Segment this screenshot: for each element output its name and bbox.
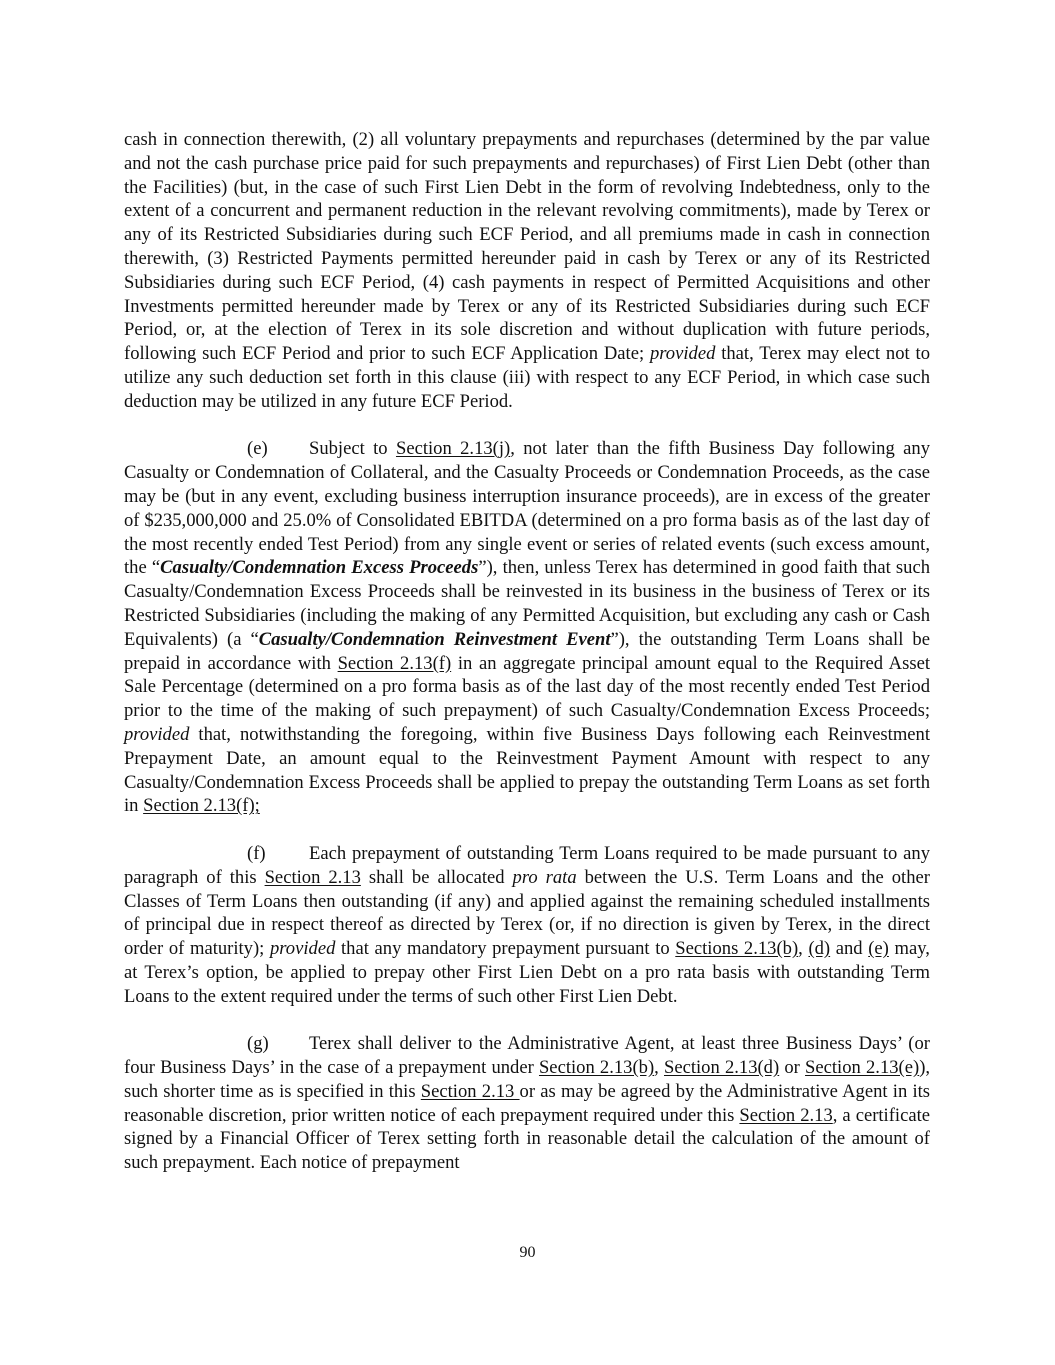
text-run: shall be allocated (360, 866, 513, 888)
text-run: or (779, 1057, 806, 1079)
section-reference: Sections 2.13(b) (675, 938, 799, 960)
text-run: Subject to (309, 438, 396, 460)
section-reference: Section 2.13 (264, 866, 361, 888)
defined-term: Casualty/Condemnation Reinvestment Event (258, 628, 611, 650)
section-reference: Section 2.13(f) (337, 652, 452, 674)
text-run: may, at Terex’s option, be applied to prepay other First Lien Debt on a pro rata basis with outstanding Term Loans to the extent required under the terms of such other First Lien Debt. (124, 938, 930, 1007)
text-run: , a certificate signed by a Financial Officer of Terex setting forth in reasonable detail the calculation of the amount of such prepayment. Each notice of prepayment (124, 1104, 931, 1174)
clause-label: (g) (247, 1033, 269, 1055)
text-run: Terex shall deliver to the Administrative Agent, at least three Business Days’ (or four Business Days’ in the case of a prepayment under (124, 1033, 930, 1079)
text-run: ), such shorter time as is specified in this (124, 1057, 931, 1102)
text-run: between the U.S. Term Loans and the other Classes of Term Loans then outstanding (if any) and applied against the remaining scheduled installments of principal due in respect thereof as directed by Terex (or, if no direction is given by Terex, in the direct order of maturity); (124, 866, 930, 960)
section-reference: Section 2.13(d) (664, 1057, 780, 1079)
text-run: that, notwithstanding the foregoing, within five Business Days following each Reinvestment Prepayment Date, an amount equal to the Reinvestment Payment Amount with respect to any Casualty/Condemnation Excess Proceeds shall be applied to prepay the outstanding Term Loans as set forth in (124, 723, 930, 817)
text-run: in an aggregate principal amount equal to the Required Asset Sale Percentage (determined on a pro forma basis as of the last day of the most recently ended Test Period prior to the time of the making of such prepayment) of such Casualty/Condemnation Excess Proceeds; (124, 652, 930, 722)
section-reference: Section 2.13 (420, 1080, 520, 1102)
document-page (124, 128, 930, 1199)
section-reference: (e) (868, 938, 889, 960)
text-run: or as may be agreed by the Administrative Agent in its reasonable discretion, prior written notice of each prepayment required under this (124, 1080, 931, 1126)
italic-term: provided (124, 723, 190, 745)
defined-term: Casualty/Condemnation Excess Proceeds (160, 557, 479, 579)
paragraph-d-continuation (124, 128, 930, 414)
text-run: Each prepayment of outstanding Term Loans required to be made pursuant to any paragraph of this (124, 842, 930, 888)
paragraph-e (124, 437, 930, 818)
italic-term: pro rata (512, 866, 577, 888)
section-reference: Section 2.13(e) (805, 1057, 920, 1079)
text-run: ”), then, unless Terex has determined in good faith that such Casualty/Condemnation Excess Proceeds shall be reinvested in its business in the business of Terex or its Restricted Subsidiaries (including the making of any Permitted Acquisition, but excluding any cash or Cash Equivalents) (a “ (124, 557, 930, 650)
section-reference: Section 2.13(j) (395, 438, 511, 460)
text-run: and (830, 938, 869, 960)
italic-term: provided (649, 343, 716, 365)
text-run: that, Terex may elect not to utilize any such deduction set forth in this clause (iii) with respect to any ECF Period, in which case such deduction may be utilized in any future ECF Period. (124, 343, 931, 412)
page-number: 90 (519, 1244, 536, 1261)
text-run: , (798, 938, 809, 960)
clause-label: (e) (247, 438, 268, 460)
text-run: , not later than the fifth Business Day following any Casualty or Condemnation of Collateral, and the Casualty Proceeds or Condemnation Proceeds, as the case may be (but in any event, excluding business interruption insurance proceeds), are in excess of the greater of $235,000,000 and 25.0% of Consolidated EBITDA (determined on a pro forma basis as of the last day of the most recently ended Test Period) from any single event or series of related events (such excess amount, the “ (124, 438, 930, 579)
paragraph-g (124, 1032, 930, 1175)
italic-term: provided (269, 938, 336, 960)
clause-label: (f) (247, 842, 266, 864)
text-run: cash in connection therewith, (2) all voluntary prepayments and repurchases (determined by the par value and not the cash purchase price paid for such prepayments and repurchases) of First Lien Debt (other than the Facilities) (but, in the case of such First Lien Debt in the form of revolving Indebtedness, only to the extent of a concurrent and permanent reduction in the relevant revolving commitments), made by Terex or any of its Restricted Subsidiaries during such ECF Period, and all premiums made in cash in connection therewith, (3) Restricted Payments permitted hereunder paid in cash by Terex or any of its Restricted Subsidiaries during such ECF Period, (4) cash payments in respect of Permitted Acquisitions and other Investments permitted hereunder made by Terex or any of its Restricted Subsidiaries during such ECF Period, or, at the election of Terex in its sole discretion and without duplication with future periods, following such ECF Period and prior to such ECF Application Date; (124, 129, 930, 365)
section-reference: (d) (808, 938, 831, 960)
section-reference: Section 2.13(b) (538, 1057, 655, 1079)
text-run: ”), the outstanding Term Loans shall be prepaid in accordance with (124, 628, 930, 674)
section-reference: Section 2.13 (739, 1104, 833, 1126)
text-run: that any mandatory prepayment pursuant to (335, 938, 676, 960)
text-run: , (654, 1057, 664, 1079)
paragraph-f (124, 842, 930, 1009)
section-reference: Section 2.13(f); (143, 795, 260, 817)
